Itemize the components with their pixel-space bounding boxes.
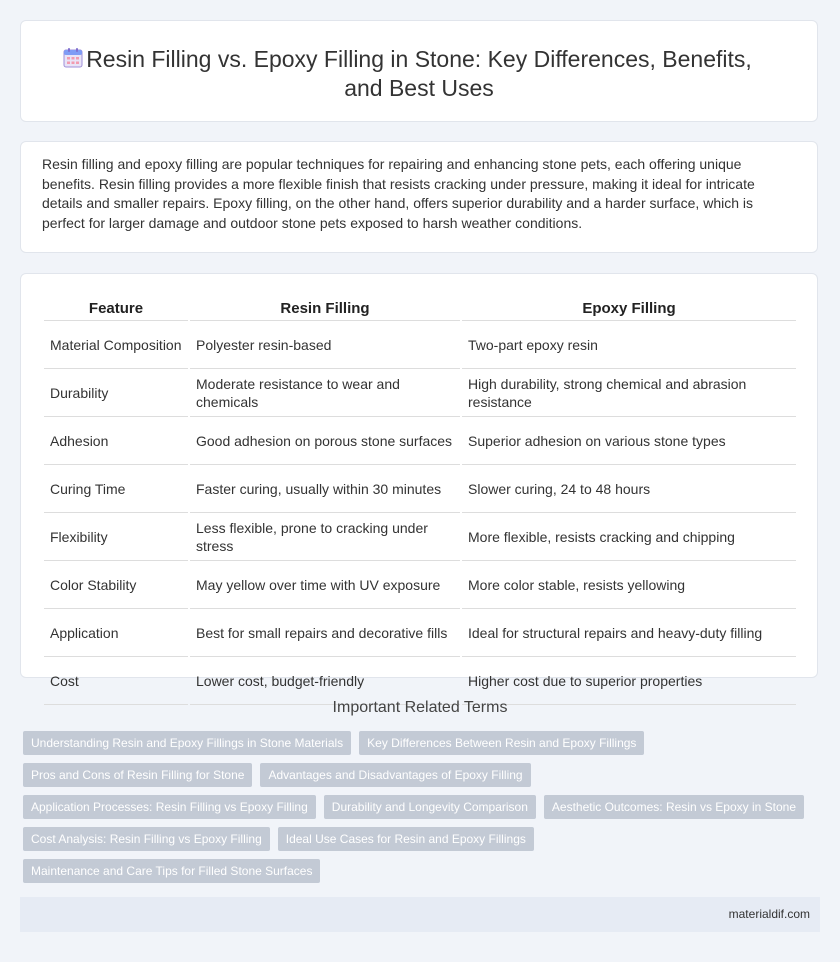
related-term-tag[interactable]: Durability and Longevity Comparison xyxy=(324,795,536,819)
epoxy-cell: High durability, strong chemical and abrasion resistance xyxy=(462,369,796,417)
feature-cell: Adhesion xyxy=(44,417,188,465)
comparison-table-card xyxy=(20,273,818,689)
resin-cell: Polyester resin-based xyxy=(190,321,460,369)
related-term-tag[interactable]: Advantages and Disadvantages of Epoxy Filling xyxy=(260,763,530,787)
related-term-tag[interactable]: Key Differences Between Resin and Epoxy Fillings xyxy=(359,731,644,755)
resin-cell: Best for small repairs and decorative fills xyxy=(190,609,460,657)
resin-cell: Lower cost, budget-friendly xyxy=(190,657,460,705)
feature-cell: Application xyxy=(44,609,188,657)
resin-cell: Less flexible, prone to cracking under stress xyxy=(190,513,460,561)
related-term-tag[interactable]: Ideal Use Cases for Resin and Epoxy Fillings xyxy=(278,827,534,851)
footer-site[interactable]: materialdif.com xyxy=(728,907,810,921)
feature-cell: Flexibility xyxy=(44,513,188,561)
table-row xyxy=(44,657,796,705)
resin-cell: Good adhesion on porous stone surfaces xyxy=(190,417,460,465)
related-terms-title: Important Related Terms xyxy=(332,699,508,716)
feature-cell: Material Composition xyxy=(44,321,188,369)
feature-cell: Color Stability xyxy=(44,561,188,609)
table-header-row xyxy=(44,294,796,321)
table-row xyxy=(44,321,796,369)
comparison-table xyxy=(42,294,798,705)
table-row xyxy=(44,561,796,609)
footer xyxy=(20,897,820,932)
column-header: Epoxy Filling xyxy=(462,294,796,321)
related-term-tag[interactable]: Pros and Cons of Resin Filling for Stone xyxy=(23,763,252,787)
epoxy-cell: Superior adhesion on various stone types xyxy=(462,417,796,465)
related-term-tag[interactable]: Maintenance and Care Tips for Filled Stone Surfaces xyxy=(23,859,320,883)
intro-card xyxy=(20,141,818,253)
table-row xyxy=(44,417,796,465)
feature-cell: Cost xyxy=(44,657,188,705)
related-term-tag[interactable]: Application Processes: Resin Filling vs Epoxy Filling xyxy=(23,795,316,819)
epoxy-cell: More flexible, resists cracking and chipping xyxy=(462,513,796,561)
table-row xyxy=(44,609,796,657)
related-term-tag[interactable]: Understanding Resin and Epoxy Fillings in Stone Materials xyxy=(23,731,351,755)
column-header: Resin Filling xyxy=(190,294,460,321)
page-title: Resin Filling vs. Epoxy Filling in Stone: Key Differences, Benefits, and Best Uses xyxy=(86,46,752,101)
resin-cell: Moderate resistance to wear and chemicals xyxy=(190,369,460,417)
related-term-tag[interactable]: Cost Analysis: Resin Filling vs Epoxy Filling xyxy=(23,827,270,851)
related-term-tag[interactable]: Aesthetic Outcomes: Resin vs Epoxy in Stone xyxy=(544,795,804,819)
column-header: Feature xyxy=(44,294,188,321)
epoxy-cell: Ideal for structural repairs and heavy-duty filling xyxy=(462,609,796,657)
table-row xyxy=(44,465,796,513)
epoxy-cell: More color stable, resists yellowing xyxy=(462,561,796,609)
header-card xyxy=(20,20,818,122)
epoxy-cell: Slower curing, 24 to 48 hours xyxy=(462,465,796,513)
epoxy-cell: Two-part epoxy resin xyxy=(462,321,796,369)
table-row xyxy=(44,513,796,561)
feature-cell: Curing Time xyxy=(44,465,188,513)
resin-cell: Faster curing, usually within 30 minutes xyxy=(190,465,460,513)
table-row xyxy=(44,369,796,417)
resin-cell: May yellow over time with UV exposure xyxy=(190,561,460,609)
intro-text: Resin filling and epoxy filling are popular techniques for repairing and enhancing stone pets, each offering unique benefits. Resin filling provides a more flexible finish that resists cracking under pressure, making it ideal for intricate details and smaller repairs. Epoxy filling, on the other hand, offers superior durability and a harder surface, which is perfect for larger damage and outdoor stone pets exposed to harsh weather conditions. xyxy=(42,156,755,231)
related-terms-list xyxy=(23,731,813,883)
epoxy-cell: Higher cost due to superior properties xyxy=(462,657,796,705)
feature-cell: Durability xyxy=(44,369,188,417)
